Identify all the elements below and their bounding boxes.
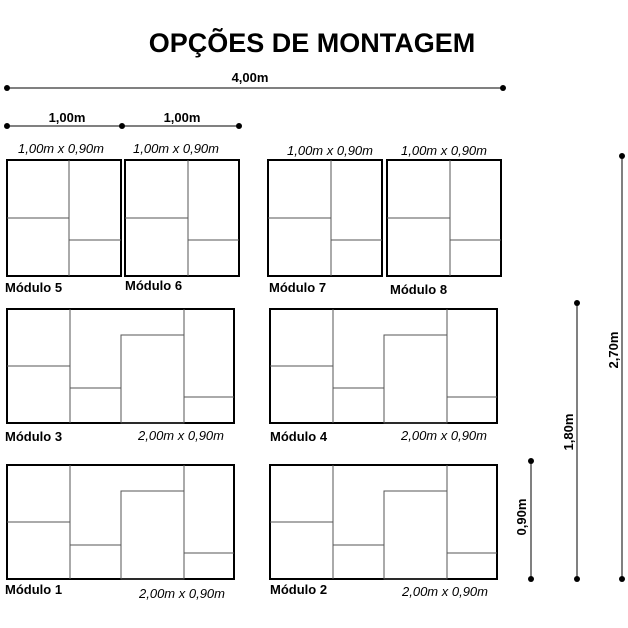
module-7-size: 1,00m x 0,90m — [287, 143, 373, 158]
module-4-label: Módulo 4 — [270, 429, 328, 444]
module-6 — [125, 141, 239, 293]
module-6-label: Módulo 6 — [125, 278, 183, 293]
width-a-dimension — [4, 110, 125, 129]
module-3-size: 2,00m x 0,90m — [138, 428, 224, 443]
module-3-label: Módulo 3 — [5, 429, 63, 444]
module-8-label: Módulo 8 — [390, 282, 448, 297]
module-4 — [270, 309, 497, 444]
module-1-label: Módulo 1 — [5, 582, 63, 597]
module-1 — [5, 465, 234, 601]
height-3-dimension — [606, 153, 625, 582]
module-2 — [270, 465, 497, 599]
height-1-dimension — [514, 458, 534, 582]
module-4-size: 2,00m x 0,90m — [401, 428, 487, 443]
width-b-dimension — [122, 110, 242, 129]
module-5-size: 1,00m x 0,90m — [18, 141, 104, 156]
page-title: OPÇÕES DE MONTAGEM — [148, 28, 476, 58]
module-8-size: 1,00m x 0,90m — [401, 143, 487, 158]
module-5 — [5, 141, 121, 295]
module-7-label: Módulo 7 — [269, 280, 327, 295]
height-1-label: 0,90m — [514, 498, 529, 536]
height-2-dimension — [561, 300, 580, 582]
total-width-dimension — [4, 70, 506, 91]
width-b-label: 1,00m — [163, 110, 201, 125]
module-5-label: Módulo 5 — [5, 280, 63, 295]
module-8 — [387, 143, 501, 297]
module-1-size: 2,00m x 0,90m — [139, 586, 225, 601]
height-2-label: 1,80m — [561, 413, 576, 451]
height-3-label: 2,70m — [606, 331, 621, 369]
module-7 — [268, 143, 382, 295]
module-2-label: Módulo 2 — [270, 582, 328, 597]
module-2-size: 2,00m x 0,90m — [402, 584, 488, 599]
width-a-label: 1,00m — [48, 110, 86, 125]
module-3 — [5, 309, 234, 444]
total-width-label: 4,00m — [231, 70, 269, 85]
module-6-size: 1,00m x 0,90m — [133, 141, 219, 156]
